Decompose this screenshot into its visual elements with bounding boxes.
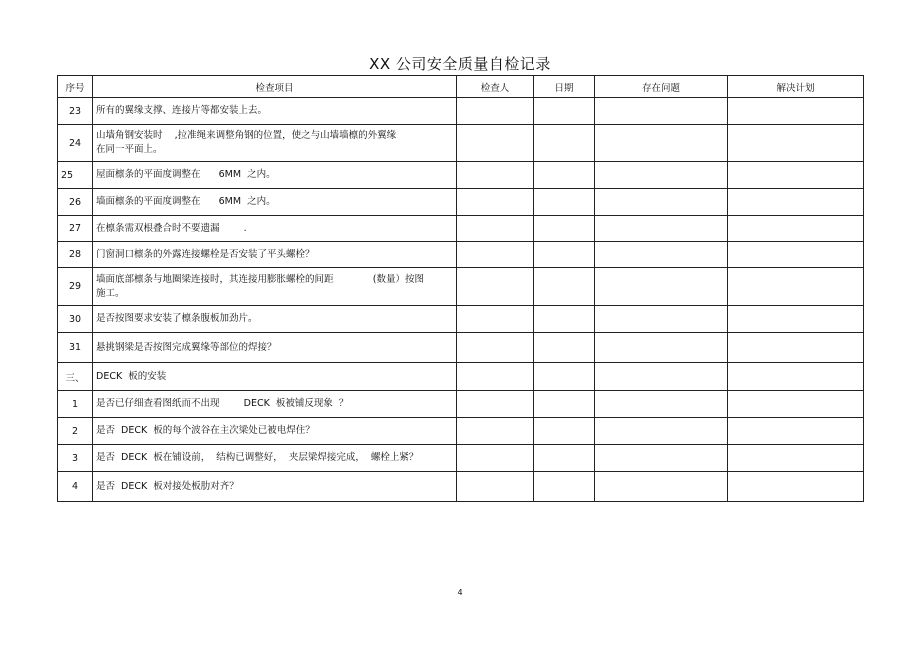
table-row bbox=[58, 418, 864, 445]
row-solution-cell bbox=[728, 391, 864, 418]
row-item: 门窗洞口檩条的外露连接螺栓是否安装了平头螺栓？ bbox=[93, 242, 457, 268]
table-row bbox=[58, 242, 864, 268]
table-row bbox=[58, 162, 864, 189]
table-row bbox=[58, 445, 864, 472]
header-no: 序号 bbox=[58, 76, 93, 98]
inspection-table bbox=[57, 75, 864, 502]
row-inspector-cell bbox=[457, 418, 534, 445]
header-inspector: 检查人 bbox=[457, 76, 534, 98]
row-date-cell bbox=[534, 418, 595, 445]
row-item: 在檩条需双根叠合时不要遗漏 . bbox=[93, 216, 457, 242]
row-number: 3 bbox=[58, 445, 93, 472]
row-solution-cell bbox=[728, 98, 864, 125]
table-row bbox=[58, 363, 864, 391]
row-problems-cell bbox=[595, 363, 728, 391]
row-solution-cell bbox=[728, 472, 864, 502]
row-number: 2 bbox=[58, 418, 93, 445]
row-solution-cell bbox=[728, 333, 864, 363]
row-item: 是否已仔细查看图纸而不出现 DECK 板被铺反现象 ？ bbox=[93, 391, 457, 418]
table-header-row bbox=[58, 76, 864, 98]
row-item: 山墙角钢安装时 ,拉准绳来调整角钢的位置，使之与山墙墙檩的外翼缘 在同一平面上。 bbox=[93, 125, 457, 162]
row-date-cell bbox=[534, 125, 595, 162]
table-row bbox=[58, 472, 864, 502]
row-solution-cell bbox=[728, 268, 864, 306]
row-item: 屋面檩条的平面度调整在 6MM 之内。 bbox=[93, 162, 457, 189]
row-number: 28 bbox=[58, 242, 93, 268]
row-date-cell bbox=[534, 363, 595, 391]
row-inspector-cell bbox=[457, 125, 534, 162]
table-row bbox=[58, 98, 864, 125]
row-item: 墙面底部檩条与地圈梁连接时，其连接用膨胀螺栓的间距 (数量）按图 施工。 bbox=[93, 268, 457, 306]
row-solution-cell bbox=[728, 189, 864, 216]
row-problems-cell bbox=[595, 125, 728, 162]
row-inspector-cell bbox=[457, 162, 534, 189]
row-problems-cell bbox=[595, 216, 728, 242]
row-date-cell bbox=[534, 189, 595, 216]
header-problems: 存在问题 bbox=[595, 76, 728, 98]
page-title: XX 公司安全质量自检记录 bbox=[369, 55, 551, 73]
row-solution-cell bbox=[728, 216, 864, 242]
row-item: 墙面檩条的平面度调整在 6MM 之内。 bbox=[93, 189, 457, 216]
row-number: 31 bbox=[58, 333, 93, 363]
row-date-cell bbox=[534, 391, 595, 418]
row-item: 是否 DECK 板的每个波谷在主次梁处已被电焊住？ bbox=[93, 418, 457, 445]
row-solution-cell bbox=[728, 242, 864, 268]
row-solution-cell bbox=[728, 363, 864, 391]
row-inspector-cell bbox=[457, 242, 534, 268]
table-row bbox=[58, 333, 864, 363]
row-problems-cell bbox=[595, 189, 728, 216]
row-date-cell bbox=[534, 98, 595, 125]
table-row bbox=[58, 125, 864, 162]
row-number: 1 bbox=[58, 391, 93, 418]
row-number: 25 bbox=[58, 162, 93, 189]
row-inspector-cell bbox=[457, 391, 534, 418]
row-problems-cell bbox=[595, 472, 728, 502]
row-problems-cell bbox=[595, 268, 728, 306]
row-item: 是否按图要求安装了檩条腹板加劲片。 bbox=[93, 306, 457, 333]
row-inspector-cell bbox=[457, 216, 534, 242]
row-problems-cell bbox=[595, 162, 728, 189]
row-date-cell bbox=[534, 216, 595, 242]
row-problems-cell bbox=[595, 333, 728, 363]
header-solution: 解决计划 bbox=[728, 76, 864, 98]
row-number: 30 bbox=[58, 306, 93, 333]
table-row bbox=[58, 391, 864, 418]
row-number: 29 bbox=[58, 268, 93, 306]
table-row bbox=[58, 216, 864, 242]
row-solution-cell bbox=[728, 125, 864, 162]
row-inspector-cell bbox=[457, 98, 534, 125]
row-item: DECK 板的安装 bbox=[93, 363, 457, 391]
table-row bbox=[58, 306, 864, 333]
row-inspector-cell bbox=[457, 333, 534, 363]
row-problems-cell bbox=[595, 391, 728, 418]
row-item: 悬挑钢梁是否按图完成翼缘等部位的焊接？ bbox=[93, 333, 457, 363]
row-inspector-cell bbox=[457, 306, 534, 333]
row-problems-cell bbox=[595, 306, 728, 333]
row-number: 23 bbox=[58, 98, 93, 125]
row-inspector-cell bbox=[457, 189, 534, 216]
row-number: 三、 bbox=[58, 363, 93, 391]
row-number: 26 bbox=[58, 189, 93, 216]
row-number: 24 bbox=[58, 125, 93, 162]
header-item: 检查项目 bbox=[93, 76, 457, 98]
row-date-cell bbox=[534, 242, 595, 268]
row-problems-cell bbox=[595, 445, 728, 472]
row-inspector-cell bbox=[457, 472, 534, 502]
row-problems-cell bbox=[595, 418, 728, 445]
table-row bbox=[58, 268, 864, 306]
row-date-cell bbox=[534, 333, 595, 363]
row-date-cell bbox=[534, 445, 595, 472]
page-number: 4 bbox=[457, 588, 463, 597]
table-row bbox=[58, 189, 864, 216]
row-inspector-cell bbox=[457, 363, 534, 391]
row-date-cell bbox=[534, 306, 595, 333]
row-solution-cell bbox=[728, 418, 864, 445]
row-date-cell bbox=[534, 162, 595, 189]
row-number: 27 bbox=[58, 216, 93, 242]
row-item: 所有的翼缘支撑、连接片等都安装上去。 bbox=[93, 98, 457, 125]
row-solution-cell bbox=[728, 162, 864, 189]
row-solution-cell bbox=[728, 306, 864, 333]
row-inspector-cell bbox=[457, 268, 534, 306]
row-problems-cell bbox=[595, 98, 728, 125]
header-date: 日期 bbox=[534, 76, 595, 98]
row-date-cell bbox=[534, 472, 595, 502]
row-item: 是否 DECK 板对接处板肋对齐？ bbox=[93, 472, 457, 502]
row-inspector-cell bbox=[457, 445, 534, 472]
row-date-cell bbox=[534, 268, 595, 306]
row-solution-cell bbox=[728, 445, 864, 472]
row-number: 4 bbox=[58, 472, 93, 502]
row-problems-cell bbox=[595, 242, 728, 268]
row-item: 是否 DECK 板在铺设前， 结构已调整好， 夹层梁焊接完成， 螺栓上紧？ bbox=[93, 445, 457, 472]
